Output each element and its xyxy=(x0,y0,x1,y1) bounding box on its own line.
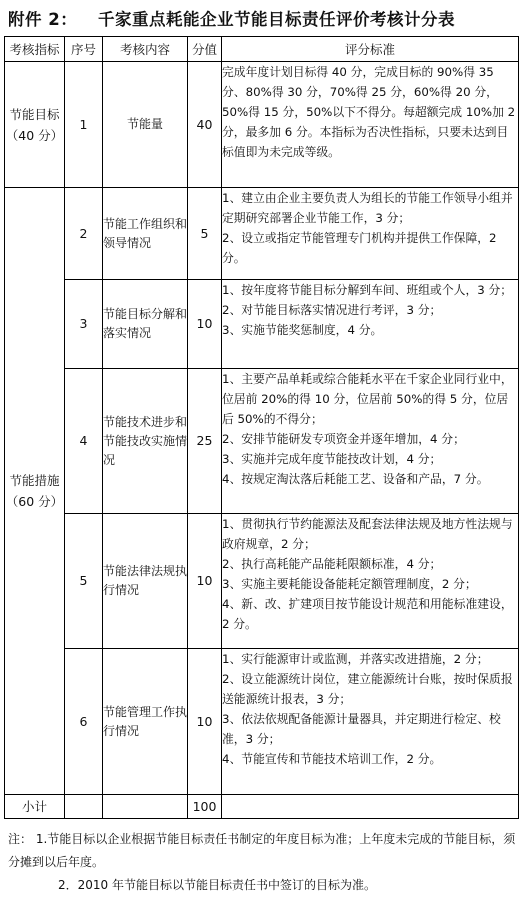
standard-item: 3、实施并完成年度节能技改计划，4 分； xyxy=(222,452,442,466)
subtotal-empty-content xyxy=(103,795,188,819)
row-number: 6 xyxy=(65,649,103,795)
row-content xyxy=(103,369,188,514)
indicator-cell: 节能目标（40 分） xyxy=(5,62,65,188)
header-content: 考核内容 xyxy=(103,37,188,62)
table-row xyxy=(5,188,519,280)
subtotal-empty-number xyxy=(65,795,103,819)
row-standard xyxy=(222,514,519,649)
subtotal-empty-standard xyxy=(222,795,519,819)
row-score: 10 xyxy=(188,649,222,795)
standard-item: 3、实施节能奖惩制度，4 分。 xyxy=(222,323,383,337)
row-content xyxy=(103,514,188,649)
standard-item: 2、执行高耗能产品能耗限额标准，4 分； xyxy=(222,557,442,571)
title-text: 千家重点耗能企业节能目标责任评价考核计分表 xyxy=(98,10,455,29)
row-number: 4 xyxy=(65,369,103,514)
row-content xyxy=(103,649,188,795)
row-content-text: 节能目标分解和落实情况 xyxy=(103,307,188,340)
table-row xyxy=(5,62,519,188)
standard-item: 2、安排节能研发专项资金并逐年增加，4 分； xyxy=(222,432,465,446)
row-standard xyxy=(222,62,519,188)
footnote-2: 2．2010 年节能目标以节能目标责任书中签订的目标为准。 xyxy=(58,878,376,892)
row-number: 5 xyxy=(65,514,103,649)
standard-item: 4、按规定淘汰落后耗能工艺、设备和产品，7 分。 xyxy=(222,472,489,486)
row-number: 2 xyxy=(65,188,103,280)
footnote-1: 注： 1.节能目标以企业根据节能目标责任书制定的年度目标为准；上年度未完成的节能目标，须分摊到以后年度。 xyxy=(8,832,516,869)
row-content-text: 节能工作组织和领导情况 xyxy=(103,216,188,250)
standard-item: 1、实行能源审计或监测，并落实改进措施，2 分； xyxy=(222,652,489,666)
header-number: 序号 xyxy=(65,37,103,62)
row-score: 25 xyxy=(188,369,222,514)
standard-item: 2、对节能目标落实情况进行考评，3 分； xyxy=(222,303,442,317)
row-score: 40 xyxy=(188,62,222,188)
header-indicator: 考核指标 xyxy=(5,37,65,62)
row-standard xyxy=(222,280,519,369)
standard-item: 2、设立能源统计岗位，建立能源统计台账，按时保质报送能源统计报表，3 分； xyxy=(222,672,513,706)
header-row xyxy=(5,37,519,62)
row-content xyxy=(103,280,188,369)
document-title xyxy=(0,4,522,32)
row-content-text: 节能法律法规执行情况 xyxy=(103,564,188,597)
table-row xyxy=(5,649,519,795)
row-content-text: 节能管理工作执行情况 xyxy=(103,704,188,738)
standard-item: 完成年度计划目标得 40 分，完成目标的 90%得 35 分、80%得 30 分，70%得 25 分，60%得 20 分，50%得 15 分，50%以下不得分。每超额完成 10%加 2 分，最多加 6 分。本指标为否决性指标，只要未达到目标值即为未完成等级。 xyxy=(222,65,516,159)
standard-item: 3、依法依规配备能源计量器具，并定期进行检定、校准，3 分； xyxy=(222,712,501,746)
indicator-cell: 节能措施（60 分） xyxy=(5,188,65,795)
row-content-text: 节能量 xyxy=(126,117,163,131)
standard-item: 4、节能宣传和节能技术培训工作，2 分。 xyxy=(222,752,442,766)
row-score: 10 xyxy=(188,514,222,649)
subtotal-label: 小计 xyxy=(5,795,65,819)
row-content-text: 节能技术进步和节能技改实施情况 xyxy=(103,414,188,467)
standard-item: 1、贯彻执行节约能源法及配套法律法规及地方性法规与政府规章，2 分； xyxy=(222,517,513,551)
table-row xyxy=(5,514,519,649)
standard-item: 1、建立由企业主要负责人为组长的节能工作领导小组并定期研究部署企业节能工作，3 分； xyxy=(222,191,513,225)
table-row xyxy=(5,369,519,514)
row-standard xyxy=(222,649,519,795)
row-standard xyxy=(222,188,519,280)
footnotes xyxy=(8,828,516,897)
row-content xyxy=(103,62,188,188)
table-row xyxy=(5,280,519,369)
row-content xyxy=(103,188,188,280)
scoring-table xyxy=(4,36,519,819)
row-number: 3 xyxy=(65,280,103,369)
standard-item: 4、新、改、扩建项目按节能设计规范和用能标准建设，2 分。 xyxy=(222,597,513,631)
subtotal-score: 100 xyxy=(188,795,222,819)
row-score: 5 xyxy=(188,188,222,280)
header-standard: 评分标准 xyxy=(222,37,519,62)
standard-item: 2、设立或指定节能管理专门机构并提供工作保障，2 分。 xyxy=(222,231,497,265)
standard-item: 3、实施主要耗能设备能耗定额管理制度，2 分； xyxy=(222,577,477,591)
row-score: 10 xyxy=(188,280,222,369)
header-score: 分值 xyxy=(188,37,222,62)
attachment-label: 附件 2： xyxy=(8,10,78,29)
row-standard xyxy=(222,369,519,514)
standard-item: 1、按年度将节能目标分解到车间、班组或个人，3 分； xyxy=(222,283,513,297)
standard-item: 1、主要产品单耗或综合能耗水平在千家企业同行业中，位居前 20%的得 10 分，位居前 50%的得 5 分，位居后 50%的不得分； xyxy=(222,372,513,426)
subtotal-row xyxy=(5,795,519,819)
row-number: 1 xyxy=(65,62,103,188)
